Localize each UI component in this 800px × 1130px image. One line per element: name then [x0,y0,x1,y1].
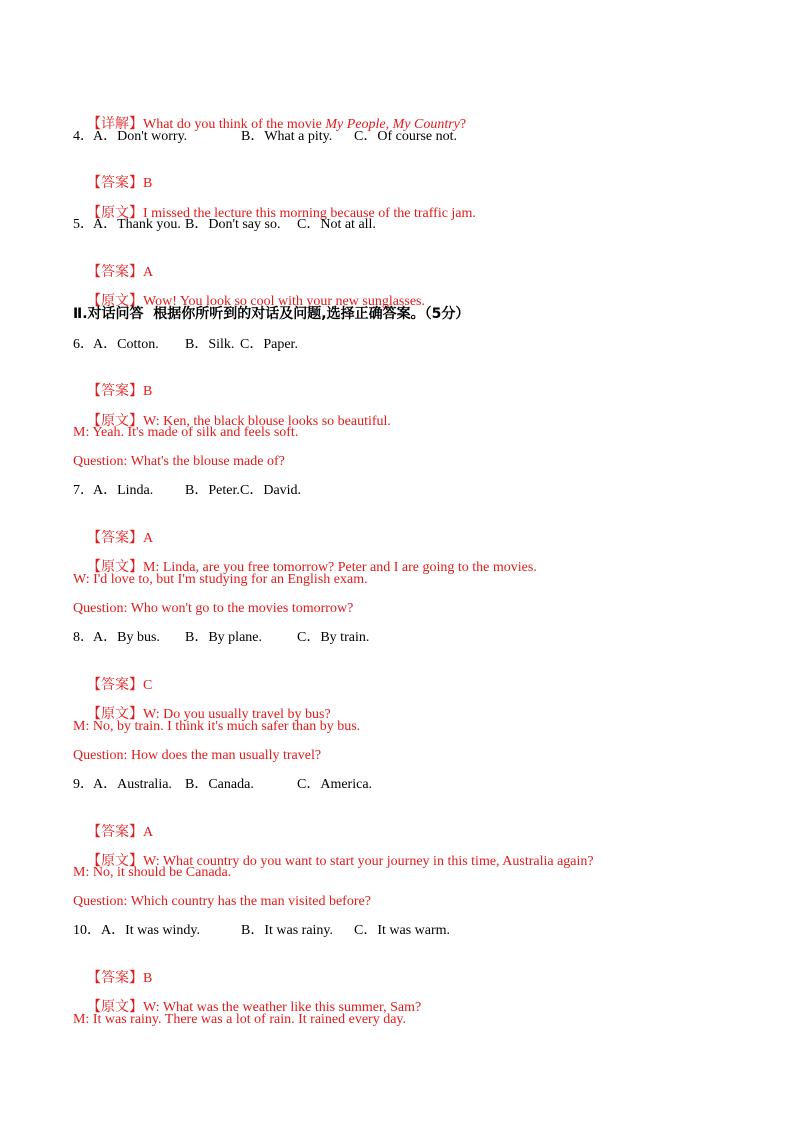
answer-tag: 【答案】 [87,678,143,693]
q9-question: Question: Which country has the man visited before? [73,894,371,909]
q7-source-line-2: W: I'd love to, but I'm studying for an English exam. [73,572,368,587]
source-text: Wow! You look so cool with your new sunglasses. [143,294,425,309]
source-text: W: What country do you want to start your journey in this time, Australia again? [143,854,594,869]
q9-number: 9． [73,777,94,792]
detail-text: What do you think of the movie [143,117,326,132]
q7-option-c: C．David. [240,483,302,498]
answer-value: A [143,265,154,280]
q6-option-a: A．Cotton. [93,337,159,352]
q4-option-b: B．What a pity. [241,129,333,144]
source-text: W: Ken, the black blouse looks so beautiful. [143,414,391,429]
movie-title: My People, My Country [325,117,460,132]
q10-option-b: B．It was rainy. [241,923,334,938]
q4-number: 4． [73,129,94,144]
q9-source-line-2: M: No, it should be Canada. [73,865,232,880]
detail-tag: 【详解】 [87,117,143,132]
source-tag: 【原文】 [87,414,143,429]
source-tag: 【原文】 [87,560,143,575]
q5-option-b: B．Don't say so. [185,217,281,232]
answer-tag: 【答案】 [87,265,143,280]
q6-question: Question: What's the blouse made of? [73,454,285,469]
answer-tag: 【答案】 [87,825,143,840]
section-2-heading: Ⅱ.对话问答 根据你所听到的对话及问题,选择正确答案。（5分） [73,306,470,322]
source-tag: 【原文】 [87,707,143,722]
q7-number: 7． [73,483,94,498]
q9-option-c: C．America. [297,777,373,792]
q7-option-b: B．Peter. [185,483,240,498]
q6-number: 6． [73,337,94,352]
answer-tag: 【答案】 [87,971,143,986]
q10-source-line-2: M: It was rainy. There was a lot of rain. It rained every day. [73,1012,407,1027]
answer-tag: 【答案】 [87,176,143,191]
answer-value: B [143,384,153,399]
q8-number: 8． [73,630,94,645]
q5-option-c: C．Not at all. [297,217,376,232]
source-text: I missed the lecture this morning because of the traffic jam. [143,206,476,221]
answer-value: C [143,678,153,693]
q9-option-b: B．Canada. [185,777,254,792]
q8-option-c: C．By train. [297,630,370,645]
source-text: W: Do you usually travel by bus? [143,707,331,722]
q7-question: Question: Who won't go to the movies tomorrow? [73,601,354,616]
q6-source-line-2: M: Yeah. It's made of silk and feels soft. [73,425,299,440]
source-tag: 【原文】 [87,294,143,309]
q8-source-line-2: M: No, by train. I think it's much safer than by bus. [73,719,361,734]
q4-option-a: A．Don't worry. [93,129,188,144]
q6-option-c: C．Paper. [240,337,298,352]
q6-option-b: B．Silk. [185,337,235,352]
q8-question: Question: How does the man usually travel? [73,748,322,763]
source-text: M: Linda, are you free tomorrow? Peter and I are going to the movies. [143,560,537,575]
q10-option-c: C．It was warm. [354,923,451,938]
q4-option-c: C．Of course not. [354,129,458,144]
answer-value: B [143,971,153,986]
q10-number: 10． [73,923,101,938]
detail-end: ? [459,117,467,132]
answer-tag: 【答案】 [87,384,143,399]
q10-option-a: A．It was windy. [101,923,201,938]
answer-value: A [143,531,154,546]
q7-option-a: A．Linda. [93,483,154,498]
answer-tag: 【答案】 [87,531,143,546]
source-text: W: What was the weather like this summer, Sam? [143,1000,422,1015]
source-tag: 【原文】 [87,1000,143,1015]
q9-option-a: A．Australia. [93,777,172,792]
source-tag: 【原文】 [87,206,143,221]
q5-option-a: A．Thank you. [93,217,181,232]
answer-value: A [143,825,154,840]
q5-number: 5． [73,217,94,232]
q8-option-a: A．By bus. [93,630,160,645]
answer-value: B [143,176,153,191]
q8-option-b: B．By plane. [185,630,262,645]
source-tag: 【原文】 [87,854,143,869]
